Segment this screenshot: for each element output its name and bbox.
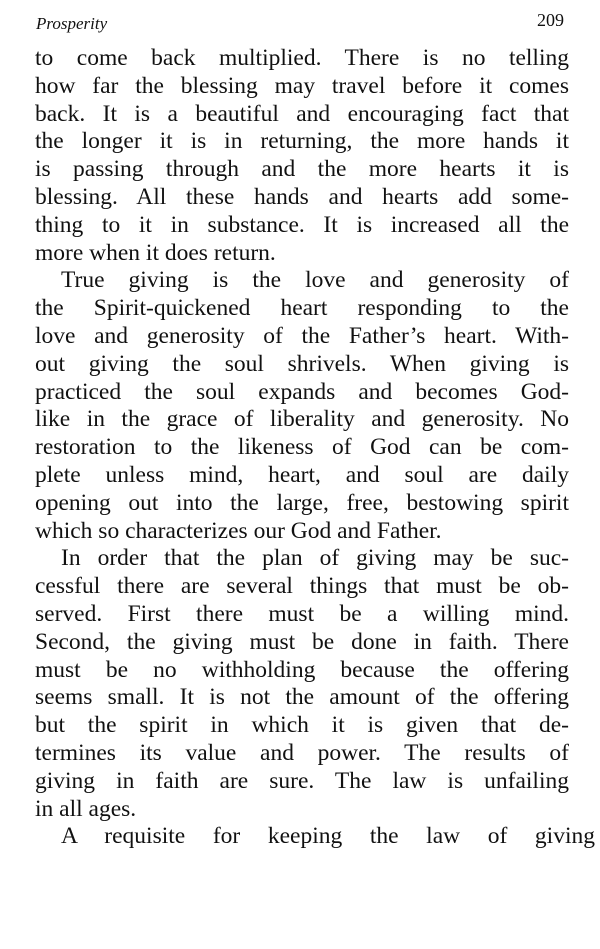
text-line: is passing through and the more hearts it is (35, 156, 569, 183)
text-line: A requisite for keeping the law of giving (61, 823, 595, 850)
text-line: love and generosity of the Father’s heart. With- (35, 322, 569, 349)
text-line: the longer it is in returning, the more hands it (35, 128, 569, 155)
text-line: in all ages. (35, 795, 137, 822)
text-line: but the spirit in which it is given that de- (35, 712, 569, 739)
text-line: plete unless mind, heart, and soul are daily (35, 461, 569, 488)
text-line: seems small. It is not the amount of the offering (35, 684, 569, 711)
text-line: opening out into the large, free, bestowing spirit (35, 489, 569, 516)
text-line: served. First there must be a willing mind. (35, 600, 569, 627)
text-line: cessful there are several things that must be ob- (35, 573, 569, 600)
text-line: In order that the plan of giving may be suc- (61, 545, 569, 572)
paragraph (35, 267, 569, 545)
paragraph (35, 545, 569, 823)
text-line: must be no withholding because the offering (35, 656, 569, 683)
paragraph (35, 823, 595, 851)
text-line: back. It is a beautiful and encouraging fact that (35, 100, 569, 127)
text-line: termines its value and power. The results of (35, 739, 569, 766)
text-line: more when it does return. (35, 239, 276, 266)
running-head: Prosperity (36, 14, 108, 33)
text-line: blessing. All these hands and hearts add some- (35, 183, 569, 210)
text-line: thing to it in substance. It is increased all the (35, 211, 569, 238)
text-line: the Spirit-quickened heart responding to the (35, 295, 569, 322)
text-line: Second, the giving must be done in faith. There (35, 628, 569, 655)
text-line: like in the grace of liberality and generosity. No (35, 406, 569, 433)
text-line: which so characterizes our God and Father. (35, 517, 442, 544)
text-line: restoration to the likeness of God can be com- (35, 434, 569, 461)
page-number: 209 (537, 10, 564, 30)
text-line: True giving is the love and generosity of (61, 267, 569, 294)
text-line: out giving the soul shrivels. When giving is (35, 350, 569, 377)
text-line: practiced the soul expands and becomes God- (35, 378, 569, 405)
paragraph (35, 45, 569, 267)
body-text (35, 45, 595, 851)
text-line: to come back multiplied. There is no telling (35, 45, 569, 71)
text-line: how far the blessing may travel before it comes (35, 72, 569, 99)
text-line: giving in faith are sure. The law is unfailing (35, 767, 569, 794)
